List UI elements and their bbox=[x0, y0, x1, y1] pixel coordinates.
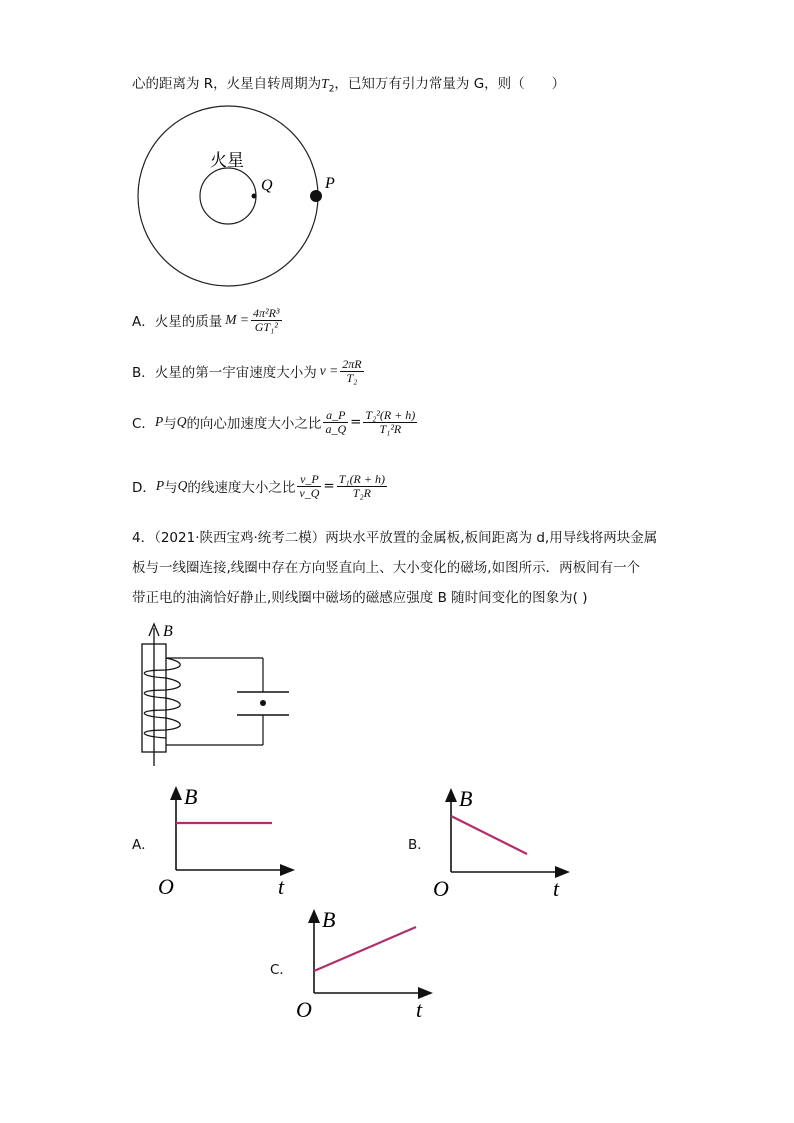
y-axis-arrow bbox=[170, 786, 182, 800]
graph-b-letter: B． bbox=[408, 837, 431, 853]
y-axis-arrow bbox=[445, 788, 457, 802]
graph-c-letter: C． bbox=[270, 962, 293, 978]
option-d-eq: = bbox=[323, 478, 335, 494]
x-axis-label: t bbox=[553, 876, 560, 901]
option-d-num: T₁(R + h) bbox=[338, 471, 385, 486]
point-q bbox=[252, 194, 257, 199]
option-d-fraction bbox=[337, 473, 387, 500]
option-b-fraction bbox=[340, 358, 363, 385]
q3-intro-symbol: T bbox=[321, 76, 329, 91]
q3-intro-text: 心的距离为 R，火星自转周期为 bbox=[132, 76, 322, 92]
option-d-p: P bbox=[155, 478, 165, 493]
origin-label: O bbox=[433, 876, 449, 901]
option-c-ratio-den: a_Q bbox=[325, 421, 347, 436]
oil-droplet bbox=[260, 700, 266, 706]
q3-intro-subscript: 2 bbox=[328, 84, 335, 95]
x-axis-label: t bbox=[416, 997, 423, 1022]
option-a-num: 4π²R³ bbox=[252, 305, 280, 320]
option-c-den: T₁²R bbox=[379, 421, 402, 436]
option-d-ratio-num: v_P bbox=[297, 473, 321, 487]
q3-intro-tail: ，已知万有引力常量为 G，则（ ） bbox=[334, 76, 566, 92]
option-d-den: T₂R bbox=[352, 485, 371, 500]
option-c-ratio bbox=[323, 409, 348, 436]
origin-label: O bbox=[158, 874, 174, 899]
graph-b[interactable] bbox=[425, 782, 585, 907]
option-a[interactable] bbox=[132, 298, 284, 342]
option-a-den: GT₁² bbox=[254, 319, 278, 334]
option-b-num: 2πR bbox=[342, 356, 362, 371]
option-b[interactable] bbox=[132, 349, 366, 393]
mars-circle bbox=[200, 168, 256, 224]
option-c-q: Q bbox=[176, 414, 187, 429]
p-label: P bbox=[325, 175, 335, 192]
option-d-prefix: D． bbox=[132, 480, 156, 496]
coil-circuit-diagram bbox=[125, 618, 305, 768]
option-c-fraction bbox=[363, 409, 417, 436]
b-t-line bbox=[451, 816, 527, 854]
option-c-mid: 与 bbox=[163, 416, 177, 432]
y-axis-arrow bbox=[308, 909, 320, 923]
option-a-fraction bbox=[251, 307, 282, 334]
y-axis-label: B bbox=[459, 786, 473, 811]
coil-winding bbox=[144, 658, 180, 738]
b-t-line bbox=[314, 927, 416, 971]
graph-a-letter: A． bbox=[132, 837, 155, 853]
option-c-num: T₂²(R + h) bbox=[365, 407, 416, 422]
option-d-suffix: 的线速度大小之比 bbox=[187, 480, 296, 496]
origin-label: O bbox=[296, 997, 312, 1022]
option-c-ratio-num: a_P bbox=[323, 409, 348, 423]
mars-label: 火星 bbox=[210, 151, 244, 171]
option-a-lhs: M = bbox=[225, 312, 249, 327]
option-d[interactable] bbox=[132, 464, 389, 508]
option-d-ratio bbox=[297, 473, 321, 500]
circuit-b-label: B bbox=[163, 623, 173, 640]
y-axis-label: B bbox=[322, 907, 336, 932]
q4-line-1: 4．（2021·陕西宝鸡·统考二模）两块水平放置的金属板,板间距离为 d,用导线将两块金属 bbox=[132, 530, 658, 546]
q4-line-2: 板与一线圈连接,线圈中存在方向竖直向上、大小变化的磁场,如图所示．两板间有一个 bbox=[132, 560, 641, 576]
satellite-p bbox=[310, 190, 322, 202]
q-label: Q bbox=[261, 177, 273, 194]
x-axis-label: t bbox=[278, 874, 285, 899]
graph-a[interactable] bbox=[150, 780, 310, 905]
q4-line-3: 带正电的油滴恰好静止,则线圈中磁场的磁感应强度 B 随时间变化的图象为( ) bbox=[132, 590, 588, 606]
option-d-ratio-den: v_Q bbox=[299, 485, 320, 500]
mars-orbit-figure bbox=[130, 100, 370, 300]
option-b-prefix: B．火星的第一宇宙速度大小为 bbox=[132, 365, 317, 381]
graph-c[interactable] bbox=[288, 903, 448, 1028]
option-c[interactable] bbox=[132, 400, 419, 444]
option-d-mid: 与 bbox=[164, 480, 178, 496]
option-c-eq: = bbox=[350, 414, 362, 430]
y-axis-label: B bbox=[184, 784, 198, 809]
circuit-wires bbox=[166, 658, 263, 745]
option-c-prefix: C． bbox=[132, 416, 155, 432]
option-c-suffix: 的向心加速度大小之比 bbox=[186, 416, 322, 432]
option-c-p: P bbox=[154, 414, 164, 429]
q3-intro-line bbox=[132, 72, 565, 95]
option-b-lhs: v = bbox=[319, 363, 339, 378]
option-b-den: T₂ bbox=[346, 370, 358, 385]
option-a-prefix: A．火星的质量 bbox=[132, 314, 223, 330]
outer-orbit bbox=[138, 106, 318, 286]
option-d-q: Q bbox=[177, 478, 188, 493]
